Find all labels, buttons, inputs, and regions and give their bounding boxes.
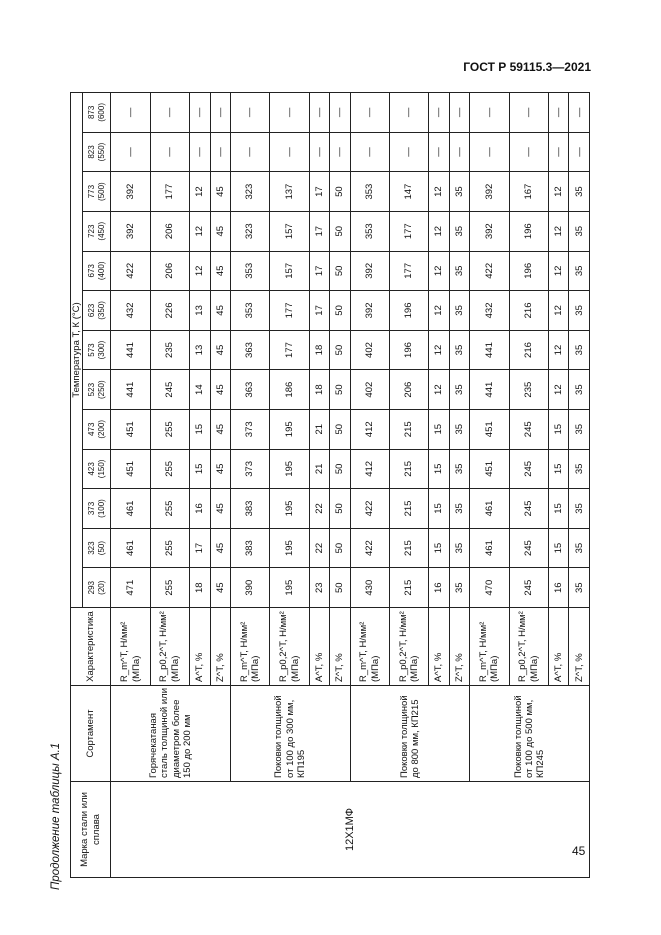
value-cell: 245 <box>150 370 189 410</box>
temp-kelvin: 473 <box>87 422 97 436</box>
value-cell: 461 <box>111 489 150 529</box>
value-cell: — <box>309 132 329 172</box>
value-cell: 22 <box>309 489 329 529</box>
value-cell: 157 <box>270 251 309 291</box>
characteristic-cell: R_m^T, Н/мм² (МПа) <box>470 608 509 686</box>
value-cell: 245 <box>509 489 548 529</box>
value-cell: 50 <box>330 568 350 608</box>
value-cell: 196 <box>509 251 548 291</box>
temp-header <box>83 449 111 489</box>
value-cell: 15 <box>429 409 449 449</box>
value-cell: 195 <box>270 409 309 449</box>
temp-celsius: (600) <box>96 103 106 122</box>
value-cell: 167 <box>509 172 548 212</box>
value-cell: 17 <box>309 251 329 291</box>
value-cell: 255 <box>150 409 189 449</box>
value-cell: — <box>509 132 548 172</box>
value-cell: 50 <box>330 291 350 331</box>
value-cell: 35 <box>569 568 590 608</box>
characteristic-cell: R_p0,2^T, Н/мм² (МПа) <box>150 608 189 686</box>
value-cell: 196 <box>389 330 428 370</box>
temp-header <box>83 93 111 133</box>
value-cell: 35 <box>449 330 469 370</box>
value-cell: 323 <box>231 211 270 251</box>
temp-celsius: (200) <box>96 419 106 439</box>
header-temperature: Температура T, К (°С) <box>71 93 83 608</box>
value-cell: 15 <box>429 489 449 529</box>
value-cell: 45 <box>210 291 230 331</box>
value-cell: 50 <box>330 449 350 489</box>
value-cell: — <box>231 132 270 172</box>
value-cell: — <box>350 132 389 172</box>
value-cell: 12 <box>548 370 568 410</box>
value-cell: 15 <box>190 409 210 449</box>
temp-header <box>83 370 111 410</box>
value-cell: 12 <box>429 211 449 251</box>
value-cell: 12 <box>190 211 210 251</box>
temp-celsius: (50) <box>96 540 106 556</box>
value-cell: 50 <box>330 211 350 251</box>
characteristic-cell: R_p0,2^T, Н/мм² (МПа) <box>509 608 548 686</box>
characteristic-cell: R_m^T, Н/мм² (МПа) <box>111 608 150 686</box>
value-cell: — <box>210 132 230 172</box>
value-cell: 12 <box>548 211 568 251</box>
value-cell: 215 <box>389 449 428 489</box>
value-cell: 215 <box>389 409 428 449</box>
temp-kelvin: 523 <box>87 382 97 397</box>
value-cell: 35 <box>569 449 590 489</box>
assortment-cell: Горячекатаная сталь толщиной или диаметром более 150 до 200 мм <box>111 686 231 782</box>
value-cell: 45 <box>210 449 230 489</box>
value-cell: 226 <box>150 291 189 331</box>
value-cell: 392 <box>470 172 509 212</box>
value-cell: 373 <box>231 449 270 489</box>
value-cell: 177 <box>270 330 309 370</box>
value-cell: 12 <box>429 172 449 212</box>
value-cell: 21 <box>309 449 329 489</box>
value-cell: 13 <box>190 291 210 331</box>
value-cell: — <box>548 132 568 172</box>
value-cell: 215 <box>389 528 428 568</box>
temp-kelvin: 773 <box>87 184 97 199</box>
value-cell: 461 <box>111 528 150 568</box>
value-cell: — <box>449 93 469 133</box>
temp-kelvin: 673 <box>87 264 97 278</box>
value-cell: 45 <box>210 211 230 251</box>
value-cell: 235 <box>150 330 189 370</box>
value-cell: 35 <box>449 409 469 449</box>
value-cell: 422 <box>470 251 509 291</box>
value-cell: 50 <box>330 409 350 449</box>
value-cell: 35 <box>449 211 469 251</box>
value-cell: 392 <box>111 211 150 251</box>
value-cell: 21 <box>309 409 329 449</box>
temp-kelvin: 623 <box>87 303 97 318</box>
temp-header <box>83 330 111 370</box>
value-cell: 14 <box>190 370 210 410</box>
value-cell: — <box>429 132 449 172</box>
value-cell: 35 <box>449 291 469 331</box>
value-cell: — <box>389 93 428 133</box>
value-cell: 363 <box>231 330 270 370</box>
standard-header: ГОСТ Р 59115.3—2021 <box>463 60 591 74</box>
value-cell: 402 <box>350 370 389 410</box>
value-cell: 216 <box>509 291 548 331</box>
value-cell: 430 <box>350 568 389 608</box>
value-cell: 12 <box>548 251 568 291</box>
value-cell: 18 <box>309 330 329 370</box>
value-cell: 177 <box>389 251 428 291</box>
value-cell: 35 <box>569 528 590 568</box>
value-cell: 215 <box>389 568 428 608</box>
value-cell: 206 <box>389 370 428 410</box>
value-cell: 441 <box>111 370 150 410</box>
value-cell: 45 <box>210 172 230 212</box>
value-cell: 45 <box>210 409 230 449</box>
value-cell: 402 <box>350 330 389 370</box>
value-cell: 216 <box>509 330 548 370</box>
temp-kelvin: 323 <box>87 541 97 555</box>
temp-celsius: (450) <box>96 221 106 241</box>
temp-header <box>83 409 111 449</box>
characteristic-cell: Z^T, % <box>449 608 469 686</box>
value-cell: 35 <box>449 489 469 529</box>
value-cell: 412 <box>350 409 389 449</box>
value-cell: 196 <box>389 291 428 331</box>
header-characteristic: Характеристика <box>71 608 111 686</box>
value-cell: — <box>509 93 548 133</box>
value-cell: 383 <box>231 528 270 568</box>
value-cell: — <box>190 132 210 172</box>
temp-header <box>83 291 111 331</box>
value-cell: 471 <box>111 568 150 608</box>
value-cell: — <box>150 93 189 133</box>
temp-celsius: (350) <box>96 301 106 320</box>
value-cell: 373 <box>231 409 270 449</box>
table-row <box>111 93 150 878</box>
value-cell: 206 <box>150 211 189 251</box>
value-cell: 422 <box>350 528 389 568</box>
value-cell: 16 <box>190 489 210 529</box>
characteristic-cell: Z^T, % <box>569 608 590 686</box>
value-cell: — <box>569 93 590 133</box>
value-cell: 177 <box>150 172 189 212</box>
value-cell: 186 <box>270 370 309 410</box>
value-cell: 245 <box>509 528 548 568</box>
value-cell: — <box>150 132 189 172</box>
value-cell: 45 <box>210 489 230 529</box>
value-cell: 35 <box>569 370 590 410</box>
characteristic-cell: Z^T, % <box>330 608 350 686</box>
value-cell: 137 <box>270 172 309 212</box>
value-cell: 35 <box>569 251 590 291</box>
value-cell: 35 <box>569 172 590 212</box>
value-cell: 45 <box>210 251 230 291</box>
value-cell: 35 <box>569 330 590 370</box>
value-cell: 441 <box>470 370 509 410</box>
value-cell: 35 <box>449 172 469 212</box>
value-cell: 35 <box>449 528 469 568</box>
value-cell: 195 <box>270 489 309 529</box>
value-cell: — <box>330 132 350 172</box>
value-cell: 422 <box>111 251 150 291</box>
table-row <box>231 93 270 878</box>
value-cell: 392 <box>470 211 509 251</box>
value-cell: 35 <box>569 211 590 251</box>
value-cell: — <box>231 93 270 133</box>
value-cell: 412 <box>350 449 389 489</box>
value-cell: 16 <box>548 568 568 608</box>
page-number: 45 <box>572 844 586 858</box>
value-cell: 441 <box>470 330 509 370</box>
value-cell: 16 <box>429 568 449 608</box>
value-cell: 12 <box>548 330 568 370</box>
value-cell: 392 <box>350 251 389 291</box>
value-cell: 45 <box>210 330 230 370</box>
value-cell: 353 <box>350 211 389 251</box>
value-cell: — <box>330 93 350 133</box>
value-cell: 206 <box>150 251 189 291</box>
value-cell: 432 <box>111 291 150 331</box>
grade-cell: 12Х1МФ <box>111 782 590 878</box>
value-cell: 255 <box>150 568 189 608</box>
value-cell: 22 <box>309 528 329 568</box>
table-row <box>470 93 509 878</box>
value-cell: 50 <box>330 370 350 410</box>
value-cell: 50 <box>330 330 350 370</box>
value-cell: 35 <box>569 489 590 529</box>
temp-celsius: (250) <box>96 380 106 399</box>
value-cell: 50 <box>330 251 350 291</box>
value-cell: — <box>449 132 469 172</box>
value-cell: 147 <box>389 172 428 212</box>
temp-header <box>83 568 111 608</box>
value-cell: 470 <box>470 568 509 608</box>
temp-header <box>83 528 111 568</box>
value-cell: 12 <box>548 291 568 331</box>
value-cell: 451 <box>111 449 150 489</box>
value-cell: 451 <box>470 449 509 489</box>
value-cell: 422 <box>350 489 389 529</box>
table-row <box>350 93 389 878</box>
temp-header <box>83 132 111 172</box>
temp-kelvin: 723 <box>87 224 97 238</box>
value-cell: 195 <box>270 568 309 608</box>
value-cell: 50 <box>330 489 350 529</box>
temp-celsius: (500) <box>96 182 106 201</box>
value-cell: 17 <box>309 291 329 331</box>
value-cell: 45 <box>210 568 230 608</box>
characteristic-cell: R_m^T, Н/мм² (МПа) <box>231 608 270 686</box>
temp-celsius: (100) <box>96 499 106 518</box>
value-cell: 15 <box>190 449 210 489</box>
characteristic-cell: A^T, % <box>429 608 449 686</box>
value-cell: 353 <box>231 291 270 331</box>
value-cell: 35 <box>449 449 469 489</box>
value-cell: 17 <box>190 528 210 568</box>
value-cell: 50 <box>330 172 350 212</box>
table-title: Продолжение таблицы А.1 <box>50 742 62 890</box>
value-cell: 17 <box>309 172 329 212</box>
value-cell: 390 <box>231 568 270 608</box>
value-cell: 15 <box>548 449 568 489</box>
value-cell: 12 <box>190 172 210 212</box>
characteristic-cell: R_p0,2^T, Н/мм² (МПа) <box>270 608 309 686</box>
value-cell: 383 <box>231 489 270 529</box>
value-cell: — <box>210 93 230 133</box>
assortment-cell: Поковки толщиной от 100 до 500 мм, КП245 <box>470 686 590 782</box>
value-cell: 23 <box>309 568 329 608</box>
value-cell: 363 <box>231 370 270 410</box>
value-cell: 12 <box>548 172 568 212</box>
rotated-table-area <box>38 90 604 890</box>
value-cell: — <box>470 132 509 172</box>
value-cell: 15 <box>548 489 568 529</box>
value-cell: 255 <box>150 449 189 489</box>
value-cell: — <box>470 93 509 133</box>
temp-header <box>83 211 111 251</box>
value-cell: 392 <box>350 291 389 331</box>
value-cell: 17 <box>309 211 329 251</box>
value-cell: 195 <box>270 528 309 568</box>
temp-kelvin: 423 <box>87 462 97 476</box>
value-cell: 392 <box>111 172 150 212</box>
temp-header <box>83 489 111 529</box>
value-cell: 45 <box>210 370 230 410</box>
value-cell: 35 <box>449 568 469 608</box>
value-cell: 12 <box>429 370 449 410</box>
properties-table <box>70 92 590 878</box>
temp-celsius: (20) <box>96 580 106 595</box>
value-cell: — <box>389 132 428 172</box>
value-cell: — <box>111 93 150 133</box>
value-cell: 196 <box>509 211 548 251</box>
value-cell: 461 <box>470 528 509 568</box>
temp-kelvin: 573 <box>87 343 97 357</box>
value-cell: 235 <box>509 370 548 410</box>
value-cell: 353 <box>231 251 270 291</box>
value-cell: — <box>190 93 210 133</box>
value-cell: 177 <box>389 211 428 251</box>
value-cell: 15 <box>429 528 449 568</box>
value-cell: — <box>569 132 590 172</box>
value-cell: 441 <box>111 330 150 370</box>
value-cell: 13 <box>190 330 210 370</box>
value-cell: 35 <box>449 370 469 410</box>
value-cell: 245 <box>509 568 548 608</box>
temp-celsius: (400) <box>96 261 106 281</box>
temp-celsius: (300) <box>96 340 106 360</box>
value-cell: 18 <box>190 568 210 608</box>
temp-celsius: (150) <box>96 459 106 479</box>
value-cell: — <box>309 93 329 133</box>
value-cell: 195 <box>270 449 309 489</box>
value-cell: 215 <box>389 489 428 529</box>
value-cell: — <box>270 132 309 172</box>
characteristic-cell: A^T, % <box>190 608 210 686</box>
value-cell: — <box>429 93 449 133</box>
value-cell: — <box>350 93 389 133</box>
value-cell: 353 <box>350 172 389 212</box>
value-cell: 45 <box>210 528 230 568</box>
characteristic-cell: R_m^T, Н/мм² (МПа) <box>350 608 389 686</box>
rotated-content <box>38 90 604 890</box>
header-assortment: Сортамент <box>71 686 111 782</box>
temp-celsius: (550) <box>96 142 106 162</box>
value-cell: 177 <box>270 291 309 331</box>
value-cell: 255 <box>150 489 189 529</box>
characteristic-cell: A^T, % <box>309 608 329 686</box>
value-cell: 245 <box>509 409 548 449</box>
value-cell: 35 <box>569 409 590 449</box>
value-cell: 18 <box>309 370 329 410</box>
value-cell: — <box>270 93 309 133</box>
value-cell: 12 <box>190 251 210 291</box>
temp-header <box>83 172 111 212</box>
value-cell: 255 <box>150 528 189 568</box>
header-grade: Марка стали или сплава <box>71 782 111 878</box>
value-cell: — <box>548 93 568 133</box>
characteristic-cell: R_p0,2^T, Н/мм² (МПа) <box>389 608 428 686</box>
value-cell: 451 <box>111 409 150 449</box>
value-cell: 12 <box>429 330 449 370</box>
assortment-cell: Поковки толщиной от 100 до 300 мм, КП195 <box>231 686 351 782</box>
temp-kelvin: 373 <box>87 501 97 516</box>
assortment-cell: Поковки толщиной до 800 мм, КП215 <box>350 686 470 782</box>
value-cell: 35 <box>449 251 469 291</box>
characteristic-cell: Z^T, % <box>210 608 230 686</box>
value-cell: 432 <box>470 291 509 331</box>
value-cell: 157 <box>270 211 309 251</box>
value-cell: 461 <box>470 489 509 529</box>
temp-kelvin: 823 <box>87 145 97 159</box>
value-cell: 245 <box>509 449 548 489</box>
value-cell: — <box>111 132 150 172</box>
value-cell: 15 <box>548 528 568 568</box>
temp-kelvin: 873 <box>87 105 97 120</box>
value-cell: 35 <box>569 291 590 331</box>
temp-kelvin: 293 <box>87 581 97 595</box>
temp-header <box>83 251 111 291</box>
value-cell: 323 <box>231 172 270 212</box>
value-cell: 15 <box>429 449 449 489</box>
value-cell: 50 <box>330 528 350 568</box>
characteristic-cell: A^T, % <box>548 608 568 686</box>
value-cell: 451 <box>470 409 509 449</box>
value-cell: 15 <box>548 409 568 449</box>
value-cell: 12 <box>429 291 449 331</box>
value-cell: 12 <box>429 251 449 291</box>
